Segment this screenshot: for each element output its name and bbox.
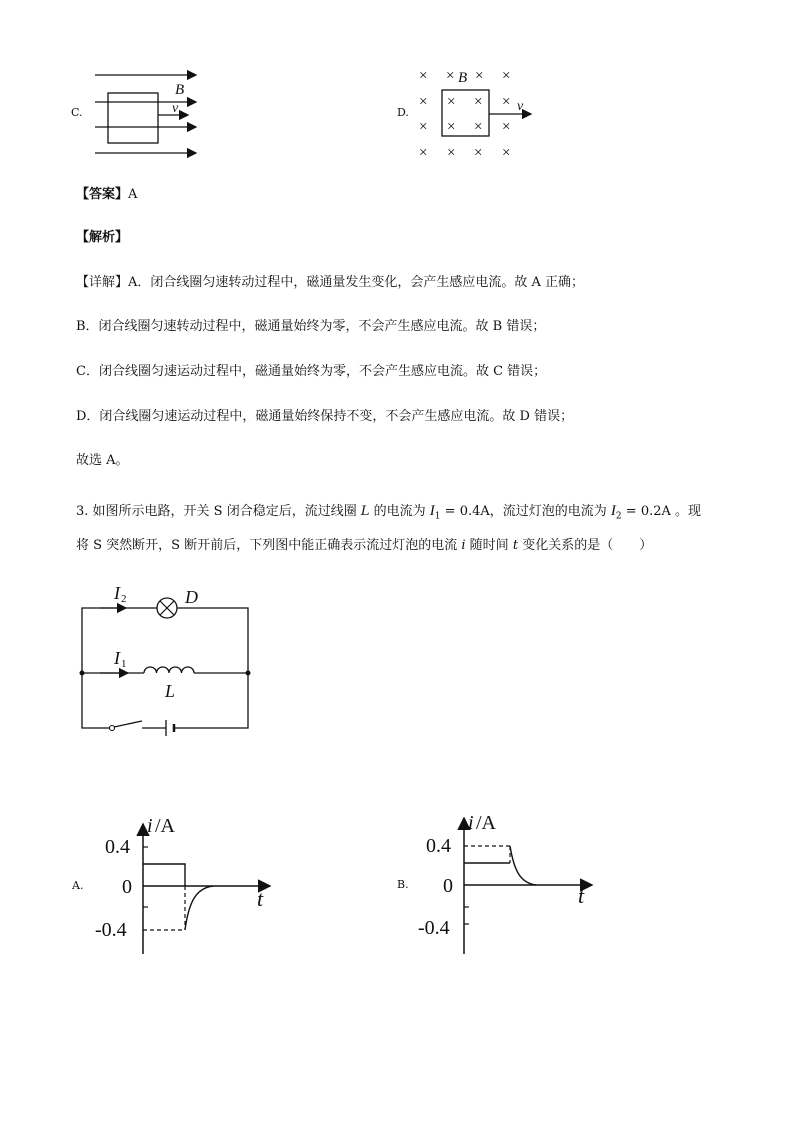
y-axis-label: i <box>468 812 474 834</box>
y-axis-unit: /A <box>476 812 496 834</box>
cross: × <box>502 145 511 161</box>
graph-a-label: A. <box>72 879 84 892</box>
cross: × <box>502 119 511 135</box>
question3-line2: 将 S 突然断开，S 断开前后，下列图中能正确表示流过灯泡的电流 i 随时间 t 变化关系的是（ ） <box>76 538 653 553</box>
cross: × <box>475 68 484 84</box>
decay-curve <box>510 846 536 885</box>
option-d-figure <box>414 62 539 162</box>
cross: × <box>419 119 428 135</box>
y-axis-label: i <box>147 815 153 837</box>
cross: × <box>474 94 483 110</box>
field-symbol: B <box>175 82 185 98</box>
option-c-figure <box>90 65 205 160</box>
tick-label: 0.4 <box>105 836 130 858</box>
cross: × <box>502 68 511 84</box>
cross: × <box>447 119 456 135</box>
I1-label: I <box>114 648 120 668</box>
analysis-conclusion: 故选 A。 <box>76 453 129 468</box>
cross: × <box>447 94 456 110</box>
x-axis-label: t <box>257 886 264 911</box>
lamp-label: D <box>185 587 198 607</box>
tick-label: -0.4 <box>95 919 127 941</box>
inductor-coil <box>144 667 194 673</box>
current-curve <box>143 864 185 886</box>
tick-label: -0.4 <box>418 917 450 939</box>
velocity-symbol: v <box>517 99 524 114</box>
switch-wire <box>82 673 110 728</box>
answer-value: A <box>128 187 138 202</box>
y-axis-unit: /A <box>155 815 175 837</box>
option-d-label: D. <box>397 106 409 119</box>
I2-subscript: 2 <box>121 593 127 605</box>
cross: × <box>419 145 428 161</box>
answer-tag: 【答案】 <box>76 187 129 202</box>
graph-b-label: B. <box>397 878 409 891</box>
field-symbol: B <box>458 70 468 86</box>
tick-label: 0.4 <box>426 835 451 857</box>
cross: × <box>419 94 428 110</box>
analysis-line-2: B．闭合线圈匀速转动过程中，磁通量始终为零，不会产生感应电流。故 B 错误； <box>76 319 546 334</box>
switch-contact <box>110 726 115 731</box>
inductor-label: L <box>165 681 176 701</box>
cross: × <box>474 119 483 135</box>
analysis-tag: 【解析】 <box>76 230 129 245</box>
analysis-line-3: C．闭合线圈匀速运动过程中，磁通量始终为零，不会产生感应电流。故 C 错误； <box>76 364 547 379</box>
graph-b <box>418 810 608 960</box>
analysis-line-4: D．闭合线圈匀速运动过程中，磁通量始终保持不变，不会产生感应电流。故 D 错误； <box>76 409 574 424</box>
cross: × <box>419 68 428 84</box>
cross: × <box>474 145 483 161</box>
tick-label: 0 <box>443 875 453 897</box>
cross: × <box>502 94 511 110</box>
switch-blade <box>114 721 142 727</box>
x-axis-label: t <box>578 883 585 908</box>
battery-wire <box>174 673 248 728</box>
I1-subscript: 1 <box>121 658 127 670</box>
coil-frame <box>108 93 158 143</box>
analysis-line-1: 【详解】A．闭合线圈匀速转动过程中，磁通量发生变化，会产生感应电流。故 A 正确； <box>76 275 585 290</box>
I2-label: I <box>114 583 120 603</box>
decay-curve <box>185 886 213 930</box>
circuit-diagram <box>70 580 270 740</box>
junction-dot <box>246 671 251 676</box>
graph-a <box>95 812 285 962</box>
answer-line <box>76 186 137 204</box>
option-c-label: C. <box>71 106 83 119</box>
question3-line1: 3. 如图所示电路，开关 S 闭合稳定后，流过线圈 L 的电流为 $I_1 = 0.4A$，流过灯泡的电流为 $I_2 = 0.2A$ 。现 <box>76 503 702 522</box>
cross: × <box>446 68 455 84</box>
tick-label: 0 <box>122 876 132 898</box>
junction-dot <box>80 671 85 676</box>
velocity-symbol: v <box>172 101 179 116</box>
cross: × <box>447 145 456 161</box>
